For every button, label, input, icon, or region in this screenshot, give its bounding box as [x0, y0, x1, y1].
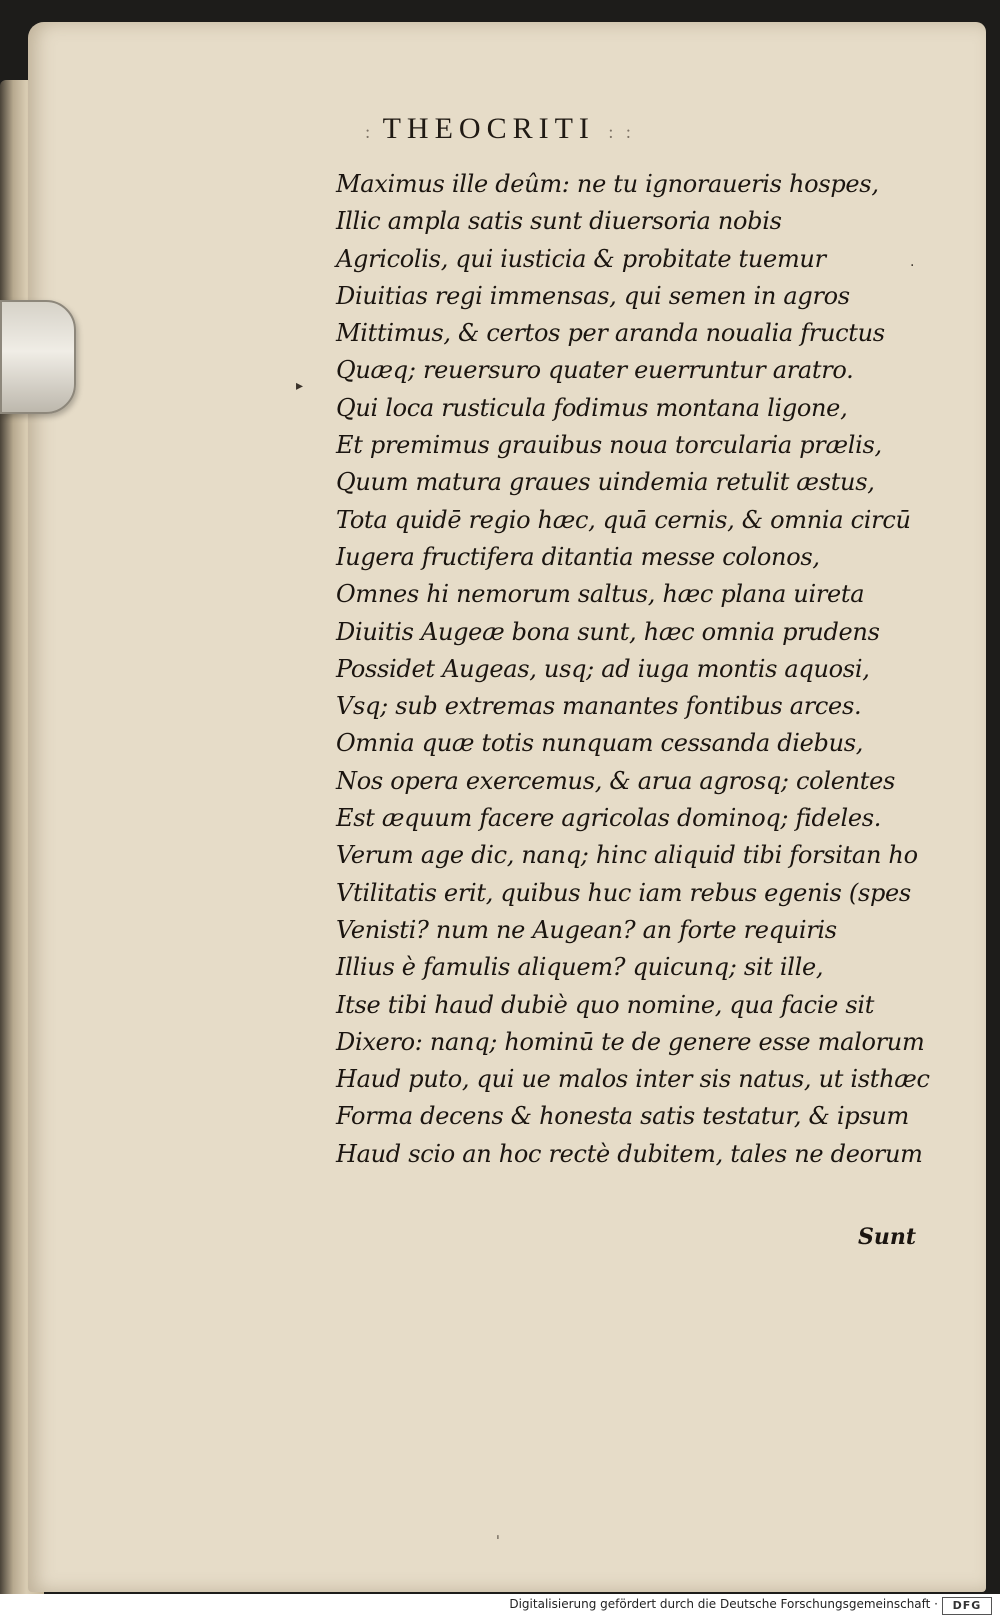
text-line: Possidet Augeas, usq; ad iuga montis aquosi,: [336, 654, 870, 683]
catchword: Sunt: [858, 1224, 917, 1250]
text-line: Haud scio an hoc rectè dubitem, tales ne deorum: [336, 1139, 923, 1168]
text-line: Diuitis Augeæ bona sunt, hæc omnia prudens: [336, 617, 880, 646]
text-line: Diuitias regi immensas, qui semen in agros: [336, 281, 850, 310]
digitization-credit: Digitalisierung gefördert durch die Deutsche Forschungsgemeinschaft ·: [509, 1597, 938, 1611]
running-head: [0, 112, 1000, 146]
text-line: Vsq; sub extremas manantes fontibus arces.: [336, 692, 862, 721]
text-line: Omnia quæ totis nunquam cessanda diebus,: [336, 729, 864, 758]
text-line: Qui loca rusticula fodimus montana ligone,: [336, 393, 848, 422]
text-line: Illic ampla satis sunt diuersoria nobis: [336, 207, 782, 236]
margin-dot-icon: ·: [910, 258, 915, 274]
text-line: Verum age dic, nanq; hinc aliquid tibi forsitan ho: [336, 841, 918, 870]
margin-mark-icon: ▸: [296, 378, 304, 394]
dfg-logo: DFG: [942, 1597, 992, 1615]
text-line: Quæq; reuersuro quater euerruntur aratro.: [336, 356, 854, 385]
text-line: Tota quidē regio hæc, quā cernis, & omnia circū: [336, 505, 911, 534]
text-line: Maximus ille deûm: ne tu ignoraueris hospes,: [336, 170, 879, 198]
text-line: Iugera fructifera ditantia messe colonos,: [336, 542, 820, 571]
running-head-text: THEOCRITI: [382, 112, 595, 145]
text-line: Illius è famulis aliquem? quicunq; sit ille,: [336, 953, 824, 982]
page-clip: [0, 300, 76, 414]
text-line: Forma decens & honesta satis testatur, & ipsum: [336, 1102, 909, 1131]
text-line: Itse tibi haud dubiè quo nomine, qua facie sit: [336, 990, 875, 1019]
text-line: Vtilitatis erit, quibus huc iam rebus egenis (spes: [336, 878, 911, 907]
text-line: Venisti? num ne Augean? an forte requiris: [336, 915, 837, 944]
text-line: Dixero: nanq; hominū te de genere esse malorum: [336, 1027, 925, 1056]
ornament-right-icon: : :: [608, 122, 635, 142]
text-line: Quum matura graues uindemia retulit æstus,: [336, 468, 875, 497]
text-line: Nos opera exercemus, & arua agrosq; colentes: [336, 766, 896, 795]
text-line: Haud puto, qui ue malos inter sis natus, ut isthæc: [336, 1065, 930, 1094]
text-line: Agricolis, qui iusticia & probitate tuemur: [336, 244, 826, 273]
text-line: Omnes hi nemorum saltus, hæc plana uireta: [336, 580, 865, 609]
text-line: Est æquum facere agricolas dominoq; fideles.: [336, 804, 882, 833]
ornament-left-icon: :: [365, 122, 383, 142]
page-speck-icon: ˈ: [496, 1534, 500, 1550]
text-line: Mittimus, & certos per aranda noualia fructus: [336, 319, 885, 348]
text-line: Et premimus grauibus noua torcularia prælis,: [336, 431, 882, 460]
text-block: [336, 166, 930, 1173]
